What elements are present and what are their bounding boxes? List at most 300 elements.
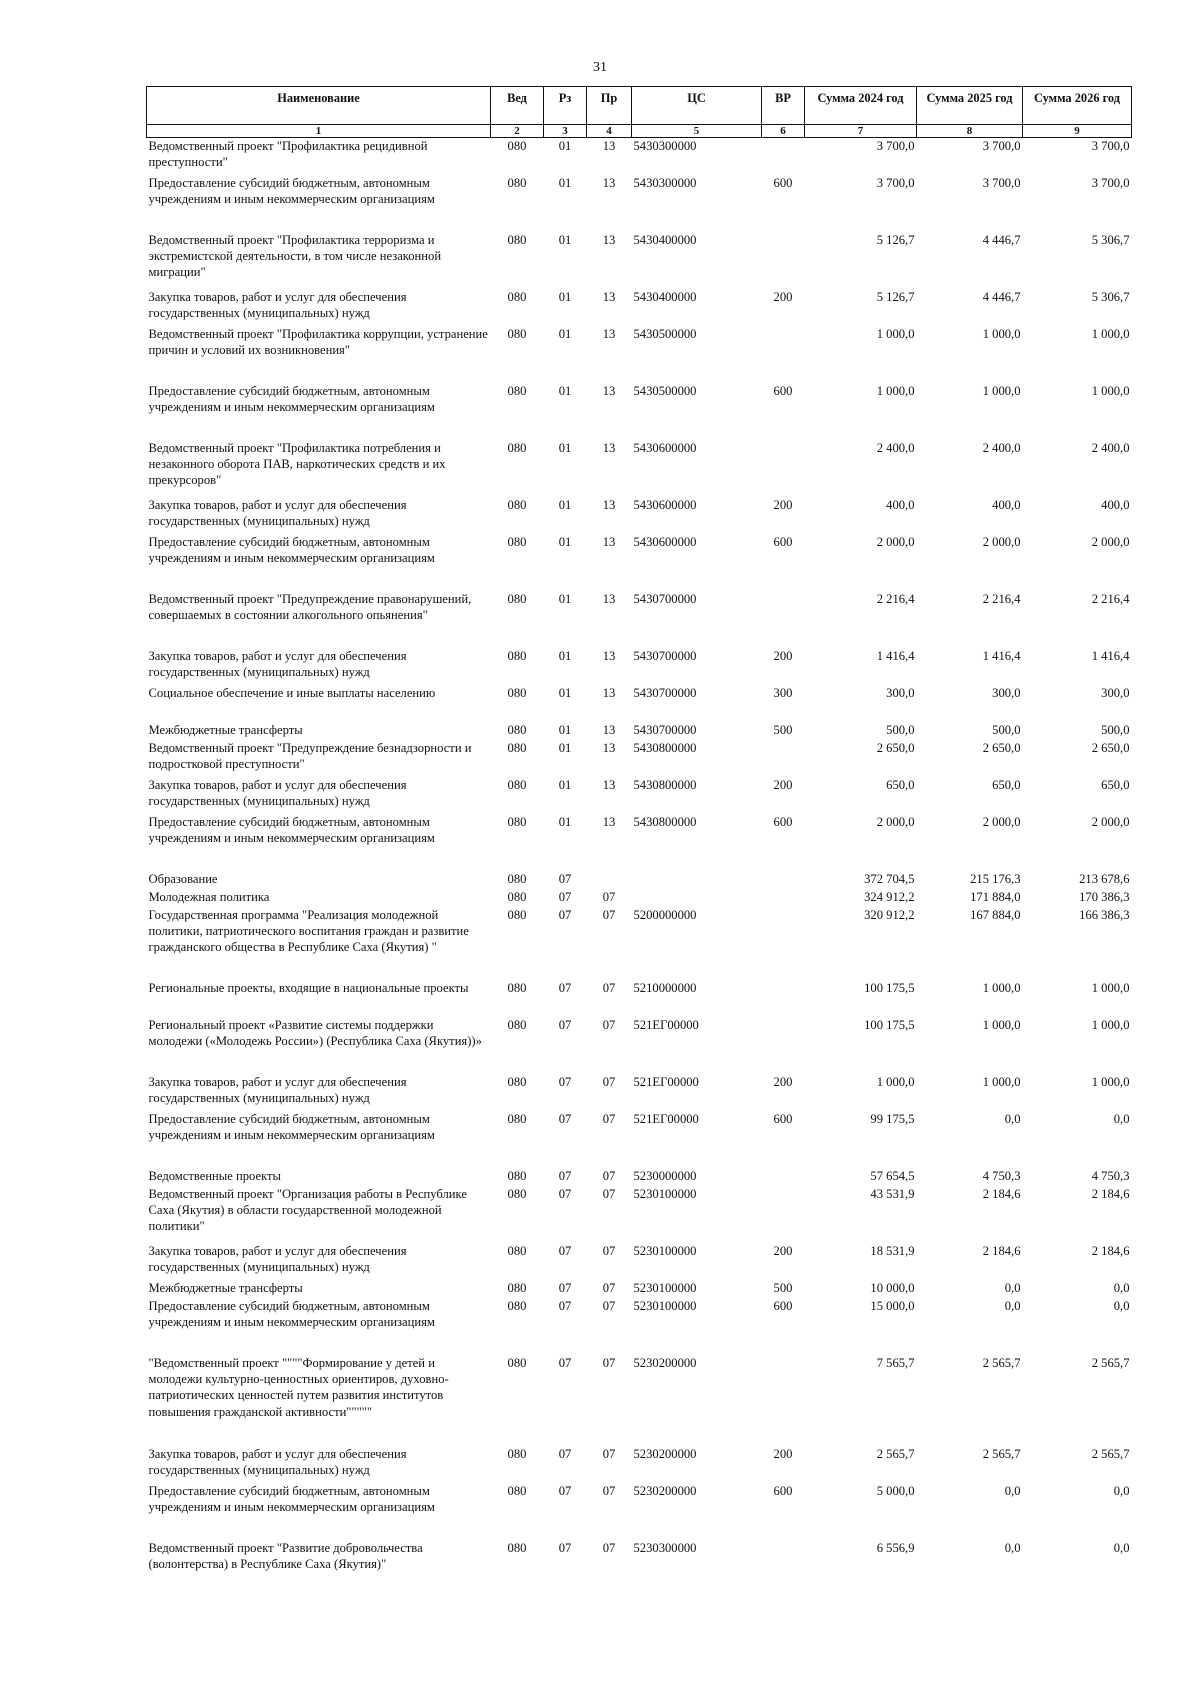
cell-sum-2025: 1 000,0 xyxy=(982,1017,1021,1032)
cell-sum-2026: 1 000,0 xyxy=(1091,1017,1130,1032)
cell-rz: 07 xyxy=(558,1483,572,1498)
cell-sum-2026: 3 700,0 xyxy=(1091,139,1130,153)
col-number: 4 xyxy=(587,125,632,138)
column-number-row xyxy=(147,125,1132,138)
row-name: Ведомственный проект "Профилактика терроризма и экстремистской деятельности, в том числе незаконной миграции" xyxy=(148,232,442,280)
cell-sum-2024: 2 565,7 xyxy=(876,1446,915,1461)
cell-sum-2026: 0,0 xyxy=(1113,1111,1130,1126)
cell-sum-2024: 6 556,9 xyxy=(876,1540,915,1555)
row-name: Закупка товаров, работ и услуг для обеспечения государственных (муниципальных) нужд xyxy=(148,777,407,808)
cell-rz: 01 xyxy=(558,814,572,829)
table-body xyxy=(147,138,1132,1580)
cell-cs: 5430500000 xyxy=(633,326,697,341)
cell-rz: 01 xyxy=(558,289,572,304)
cell-sum-2025: 215 176,3 xyxy=(970,871,1021,886)
cell-sum-2026: 166 386,3 xyxy=(1079,907,1130,922)
cell-pr: 13 xyxy=(602,139,616,153)
cell-sum-2024: 7 565,7 xyxy=(876,1355,915,1370)
row-name: Государственная программа "Реализация молодежной политики, патриотического воспитания граждан и развитие гражданского общества в Республике Саха (Якутия) " xyxy=(148,907,469,955)
cell-vr: 200 xyxy=(773,1074,793,1089)
cell-ved: 080 xyxy=(507,777,527,792)
cell-sum-2025: 0,0 xyxy=(1004,1483,1021,1498)
cell-cs: 5430800000 xyxy=(633,740,697,755)
cell-vr xyxy=(762,889,805,907)
row-name: Ведомственный проект "Профилактика рецидивной преступности" xyxy=(148,139,428,170)
cell-rz: 01 xyxy=(558,175,572,190)
cell-vr xyxy=(762,1017,805,1074)
table-row xyxy=(147,289,1132,326)
cell-cs: 5430600000 xyxy=(633,534,697,549)
cell-ved: 080 xyxy=(507,685,527,700)
cell-sum-2025: 3 700,0 xyxy=(982,175,1021,190)
cell-pr: 07 xyxy=(602,1483,616,1498)
cell-pr: 07 xyxy=(602,907,616,922)
cell-ved: 080 xyxy=(507,722,527,737)
row-name: Межбюджетные трансферты xyxy=(148,722,303,737)
cell-sum-2024: 43 531,9 xyxy=(870,1186,915,1201)
cell-sum-2024: 5 000,0 xyxy=(876,1483,915,1498)
cell-sum-2026: 4 750,3 xyxy=(1091,1168,1130,1183)
table-row xyxy=(147,175,1132,232)
cell-cs: 5430700000 xyxy=(633,685,697,700)
cell-rz: 07 xyxy=(558,1168,572,1183)
row-name: Региональные проекты, входящие в национальные проекты xyxy=(148,980,469,995)
table-row xyxy=(147,1168,1132,1186)
cell-vr xyxy=(762,591,805,648)
table-row xyxy=(147,326,1132,383)
cell-pr: 13 xyxy=(602,232,616,247)
cell-cs: 5230200000 xyxy=(633,1446,697,1461)
cell-sum-2026: 2 184,6 xyxy=(1091,1243,1130,1258)
table-row xyxy=(147,1298,1132,1355)
cell-rz: 01 xyxy=(558,139,572,153)
cell-rz: 01 xyxy=(558,722,572,737)
cell-ved: 080 xyxy=(507,889,527,904)
cell-cs: 5230200000 xyxy=(633,1355,697,1370)
row-name: Предоставление субсидий бюджетным, автономным учреждениям и иным некоммерческим организациям xyxy=(148,1298,435,1329)
cell-ved: 080 xyxy=(507,139,527,153)
row-name: Предоставление субсидий бюджетным, автономным учреждениям и иным некоммерческим организациям xyxy=(148,534,435,565)
row-name: Ведомственный проект "Профилактика коррупции, устранение причин и условий их возникновения" xyxy=(148,326,488,357)
cell-sum-2026: 0,0 xyxy=(1113,1298,1130,1313)
cell-rz: 07 xyxy=(558,871,572,886)
cell-sum-2026: 1 000,0 xyxy=(1091,326,1130,341)
table-row xyxy=(147,1446,1132,1483)
cell-sum-2025: 3 700,0 xyxy=(982,139,1021,153)
cell-vr: 600 xyxy=(773,1298,793,1313)
cell-ved: 080 xyxy=(507,1280,527,1295)
cell-cs: 5430800000 xyxy=(633,814,697,829)
cell-sum-2025: 2 565,7 xyxy=(982,1355,1021,1370)
cell-ved: 080 xyxy=(507,814,527,829)
cell-sum-2026: 0,0 xyxy=(1113,1483,1130,1498)
cell-ved: 080 xyxy=(507,740,527,755)
table-row xyxy=(147,740,1132,777)
cell-rz: 01 xyxy=(558,648,572,663)
cell-sum-2024: 650,0 xyxy=(886,777,915,792)
col-number: 5 xyxy=(632,125,762,138)
table-row xyxy=(147,777,1132,814)
page-number: 31 xyxy=(593,60,607,75)
cell-vr: 600 xyxy=(773,383,793,398)
cell-pr: 13 xyxy=(602,814,616,829)
table-row xyxy=(147,1483,1132,1540)
cell-sum-2026: 2 000,0 xyxy=(1091,814,1130,829)
row-name: Предоставление субсидий бюджетным, автономным учреждениям и иным некоммерческим организациям xyxy=(148,1111,435,1142)
cell-ved: 080 xyxy=(507,1017,527,1032)
cell-sum-2024: 100 175,5 xyxy=(864,1017,915,1032)
cell-ved: 080 xyxy=(507,326,527,341)
cell-sum-2025: 4 750,3 xyxy=(982,1168,1021,1183)
cell-ved: 080 xyxy=(507,1446,527,1461)
cell-rz: 07 xyxy=(558,1017,572,1032)
cell-vr xyxy=(762,440,805,497)
cell-ved: 080 xyxy=(507,591,527,606)
cell-sum-2026: 2 565,7 xyxy=(1091,1446,1130,1461)
cell-ved: 080 xyxy=(507,1074,527,1089)
cell-vr xyxy=(762,740,805,777)
cell-sum-2025: 171 884,0 xyxy=(970,889,1021,904)
cell-cs xyxy=(632,871,762,889)
cell-sum-2026: 2 650,0 xyxy=(1091,740,1130,755)
cell-rz: 07 xyxy=(558,1280,572,1295)
cell-sum-2025: 167 884,0 xyxy=(970,907,1021,922)
cell-pr: 13 xyxy=(602,591,616,606)
cell-ved: 080 xyxy=(507,1186,527,1201)
col-header-rz: Рз xyxy=(544,87,587,125)
cell-vr: 500 xyxy=(773,1280,793,1295)
cell-sum-2025: 650,0 xyxy=(992,777,1021,792)
row-name: Закупка товаров, работ и услуг для обеспечения государственных (муниципальных) нужд xyxy=(148,1243,407,1274)
cell-cs: 521ЕГ00000 xyxy=(633,1111,699,1126)
cell-sum-2024: 2 216,4 xyxy=(876,591,915,606)
cell-sum-2025: 1 000,0 xyxy=(982,980,1021,995)
cell-cs: 5430700000 xyxy=(633,648,697,663)
cell-vr: 600 xyxy=(773,1483,793,1498)
cell-sum-2026: 213 678,6 xyxy=(1079,871,1130,886)
row-name: Предоставление субсидий бюджетным, автономным учреждениям и иным некоммерческим организациям xyxy=(148,1483,435,1514)
cell-vr xyxy=(762,1355,805,1446)
cell-cs: 5230100000 xyxy=(633,1243,697,1258)
cell-rz: 01 xyxy=(558,497,572,512)
cell-sum-2024: 500,0 xyxy=(886,722,915,737)
cell-sum-2024: 3 700,0 xyxy=(876,175,915,190)
cell-sum-2025: 2 400,0 xyxy=(982,440,1021,455)
cell-rz: 07 xyxy=(558,1355,572,1370)
cell-cs: 5430600000 xyxy=(633,440,697,455)
cell-sum-2026: 2 216,4 xyxy=(1091,591,1130,606)
cell-sum-2026: 400,0 xyxy=(1101,497,1130,512)
col-header-sum-2026: Сумма 2026 год xyxy=(1023,87,1132,125)
table-row xyxy=(147,1243,1132,1280)
cell-sum-2024: 100 175,5 xyxy=(864,980,915,995)
cell-sum-2025: 2 000,0 xyxy=(982,814,1021,829)
table-row xyxy=(147,648,1132,685)
cell-sum-2026: 1 416,4 xyxy=(1091,648,1130,663)
cell-cs: 521ЕГ00000 xyxy=(633,1017,699,1032)
cell-vr: 200 xyxy=(773,777,793,792)
row-name: Закупка товаров, работ и услуг для обеспечения государственных (муниципальных) нужд xyxy=(148,1074,407,1105)
cell-sum-2024: 1 000,0 xyxy=(876,383,915,398)
cell-vr: 200 xyxy=(773,1243,793,1258)
col-number: 9 xyxy=(1023,125,1132,138)
cell-sum-2024: 2 000,0 xyxy=(876,534,915,549)
row-name: Ведомственные проекты xyxy=(148,1168,281,1183)
table-row xyxy=(147,440,1132,497)
cell-sum-2025: 1 000,0 xyxy=(982,383,1021,398)
cell-vr: 600 xyxy=(773,175,793,190)
cell-pr: 13 xyxy=(602,383,616,398)
cell-vr: 500 xyxy=(773,722,793,737)
cell-sum-2025: 0,0 xyxy=(1004,1111,1021,1126)
cell-cs: 5230200000 xyxy=(633,1483,697,1498)
table-row xyxy=(147,871,1132,889)
cell-sum-2024: 372 704,5 xyxy=(864,871,915,886)
cell-sum-2025: 0,0 xyxy=(1004,1298,1021,1313)
cell-pr: 13 xyxy=(602,497,616,512)
row-name: Предоставление субсидий бюджетным, автономным учреждениям и иным некоммерческим организациям xyxy=(148,383,435,414)
cell-pr: 07 xyxy=(602,1074,616,1089)
cell-pr: 13 xyxy=(602,777,616,792)
col-header-ved: Вед xyxy=(491,87,544,125)
cell-cs: 5430400000 xyxy=(633,289,697,304)
cell-vr: 600 xyxy=(773,814,793,829)
cell-sum-2026: 170 386,3 xyxy=(1079,889,1130,904)
cell-rz: 07 xyxy=(558,1243,572,1258)
table-row xyxy=(147,497,1132,534)
cell-rz: 01 xyxy=(558,740,572,755)
cell-pr: 07 xyxy=(602,1540,616,1555)
cell-sum-2026: 650,0 xyxy=(1101,777,1130,792)
cell-cs: 5430300000 xyxy=(633,175,697,190)
cell-ved: 080 xyxy=(507,1355,527,1370)
cell-sum-2024: 5 126,7 xyxy=(876,232,915,247)
table-row xyxy=(147,534,1132,591)
cell-sum-2026: 2 184,6 xyxy=(1091,1186,1130,1201)
cell-sum-2024: 10 000,0 xyxy=(870,1280,915,1295)
cell-ved: 080 xyxy=(507,232,527,247)
cell-ved: 080 xyxy=(507,497,527,512)
cell-sum-2025: 1 000,0 xyxy=(982,326,1021,341)
cell-vr xyxy=(762,1540,805,1580)
cell-vr xyxy=(762,980,805,1017)
cell-sum-2026: 1 000,0 xyxy=(1091,980,1130,995)
cell-rz: 07 xyxy=(558,1111,572,1126)
cell-sum-2026: 0,0 xyxy=(1113,1540,1130,1555)
cell-rz: 01 xyxy=(558,591,572,606)
table-row xyxy=(147,1186,1132,1243)
row-name: Межбюджетные трансферты xyxy=(148,1280,303,1295)
cell-ved: 080 xyxy=(507,907,527,922)
row-name: Ведомственный проект "Предупреждение правонарушений, совершаемых в состоянии алкогольного опьянения" xyxy=(148,591,472,622)
cell-pr: 13 xyxy=(602,740,616,755)
cell-sum-2026: 3 700,0 xyxy=(1091,175,1130,190)
cell-vr xyxy=(762,1168,805,1186)
cell-sum-2024: 57 654,5 xyxy=(870,1168,915,1183)
cell-sum-2024: 18 531,9 xyxy=(870,1243,915,1258)
cell-rz: 01 xyxy=(558,326,572,341)
cell-sum-2025: 2 184,6 xyxy=(982,1243,1021,1258)
cell-sum-2025: 2 000,0 xyxy=(982,534,1021,549)
col-header-vr: ВР xyxy=(762,87,805,125)
cell-sum-2024: 1 000,0 xyxy=(876,1074,915,1089)
cell-cs xyxy=(632,889,762,907)
cell-cs: 5430700000 xyxy=(633,591,697,606)
cell-rz: 01 xyxy=(558,440,572,455)
table-row xyxy=(147,980,1132,1017)
row-name: Образование xyxy=(148,871,218,886)
cell-pr: 07 xyxy=(602,889,616,904)
cell-rz: 01 xyxy=(558,232,572,247)
cell-vr: 600 xyxy=(773,1111,793,1126)
cell-ved: 080 xyxy=(507,383,527,398)
cell-ved: 080 xyxy=(507,289,527,304)
cell-sum-2026: 1 000,0 xyxy=(1091,383,1130,398)
cell-vr: 200 xyxy=(773,289,793,304)
cell-pr: 07 xyxy=(602,1243,616,1258)
cell-sum-2025: 4 446,7 xyxy=(982,232,1021,247)
cell-ved: 080 xyxy=(507,1298,527,1313)
cell-cs: 5430300000 xyxy=(633,139,697,153)
cell-vr xyxy=(762,871,805,889)
cell-rz: 07 xyxy=(558,889,572,904)
cell-cs: 5210000000 xyxy=(633,980,697,995)
table-row xyxy=(147,1111,1132,1168)
cell-cs: 5430800000 xyxy=(633,777,697,792)
cell-cs: 5230000000 xyxy=(633,1168,697,1183)
cell-pr: 07 xyxy=(602,980,616,995)
cell-sum-2024: 15 000,0 xyxy=(870,1298,915,1313)
cell-pr: 13 xyxy=(602,685,616,700)
row-name: Ведомственный проект "Предупреждение безнадзорности и подростковой преступности" xyxy=(148,740,472,771)
cell-cs: 521ЕГ00000 xyxy=(633,1074,699,1089)
cell-rz: 01 xyxy=(558,777,572,792)
cell-sum-2025: 300,0 xyxy=(992,685,1021,700)
cell-pr: 07 xyxy=(602,1111,616,1126)
cell-ved: 080 xyxy=(507,1243,527,1258)
cell-sum-2026: 1 000,0 xyxy=(1091,1074,1130,1089)
col-header-pr: Пр xyxy=(587,87,632,125)
cell-pr: 13 xyxy=(602,326,616,341)
cell-sum-2025: 1 000,0 xyxy=(982,1074,1021,1089)
cell-ved: 080 xyxy=(507,871,527,886)
row-name: Ведомственный проект "Организация работы в Республике Саха (Якутия) в области государственной молодежной политики" xyxy=(148,1186,467,1234)
cell-ved: 080 xyxy=(507,1483,527,1498)
cell-rz: 01 xyxy=(558,685,572,700)
row-name: Предоставление субсидий бюджетным, автономным учреждениям и иным некоммерческим организациям xyxy=(148,814,435,845)
cell-sum-2025: 2 216,4 xyxy=(982,591,1021,606)
cell-rz: 07 xyxy=(558,980,572,995)
cell-pr xyxy=(587,871,632,889)
cell-pr: 13 xyxy=(602,722,616,737)
cell-ved: 080 xyxy=(507,534,527,549)
cell-pr: 07 xyxy=(602,1446,616,1461)
cell-sum-2026: 2 565,7 xyxy=(1091,1355,1130,1370)
col-number: 2 xyxy=(491,125,544,138)
table-row xyxy=(147,1017,1132,1074)
cell-sum-2025: 0,0 xyxy=(1004,1280,1021,1295)
cell-sum-2025: 2 565,7 xyxy=(982,1446,1021,1461)
row-name: Предоставление субсидий бюджетным, автономным учреждениям и иным некоммерческим организациям xyxy=(148,175,435,206)
cell-cs: 5430500000 xyxy=(633,383,697,398)
cell-cs: 5430700000 xyxy=(633,722,697,737)
cell-cs: 5200000000 xyxy=(633,907,697,922)
cell-vr: 600 xyxy=(773,534,793,549)
cell-sum-2026: 500,0 xyxy=(1101,722,1130,737)
cell-sum-2026: 2 400,0 xyxy=(1091,440,1130,455)
cell-sum-2025: 500,0 xyxy=(992,722,1021,737)
cell-rz: 07 xyxy=(558,1298,572,1313)
cell-sum-2026: 2 000,0 xyxy=(1091,534,1130,549)
cell-sum-2025: 1 416,4 xyxy=(982,648,1021,663)
cell-ved: 080 xyxy=(507,980,527,995)
table-row xyxy=(147,685,1132,722)
cell-ved: 080 xyxy=(507,648,527,663)
cell-sum-2024: 2 000,0 xyxy=(876,814,915,829)
cell-pr: 13 xyxy=(602,175,616,190)
cell-sum-2024: 324 912,2 xyxy=(864,889,915,904)
cell-pr: 13 xyxy=(602,289,616,304)
cell-cs: 5230300000 xyxy=(633,1540,697,1555)
table-row xyxy=(147,814,1132,871)
cell-sum-2025: 2 184,6 xyxy=(982,1186,1021,1201)
table-row xyxy=(147,889,1132,907)
col-number: 3 xyxy=(544,125,587,138)
cell-vr xyxy=(762,138,805,175)
cell-sum-2026: 300,0 xyxy=(1101,685,1130,700)
cell-sum-2024: 2 400,0 xyxy=(876,440,915,455)
cell-sum-2025: 0,0 xyxy=(1004,1540,1021,1555)
cell-sum-2024: 5 126,7 xyxy=(876,289,915,304)
col-header-sum-2025: Сумма 2025 год xyxy=(917,87,1023,125)
cell-cs: 5230100000 xyxy=(633,1280,697,1295)
cell-vr xyxy=(762,1186,805,1243)
cell-ved: 080 xyxy=(507,175,527,190)
row-name: Закупка товаров, работ и услуг для обеспечения государственных (муниципальных) нужд xyxy=(148,648,407,679)
table-row xyxy=(147,1280,1132,1298)
cell-sum-2024: 320 912,2 xyxy=(864,907,915,922)
row-name: Региональный проект «Развитие системы поддержки молодежи («Молодежь России») (Республика Саха (Якутия))» xyxy=(148,1017,482,1048)
cell-sum-2024: 300,0 xyxy=(886,685,915,700)
cell-sum-2024: 2 650,0 xyxy=(876,740,915,755)
row-name: "Ведомственный проект """"Формирование у детей и молодежи культурно-ценностных ориентиров, духовно-патриотических ценностей путем развития институтов повышения гражданской активности""""" xyxy=(148,1355,449,1419)
cell-vr xyxy=(762,326,805,383)
row-name: Ведомственный проект "Развитие добровольчества (волонтерства) в Республике Саха (Якутия)" xyxy=(148,1540,423,1571)
cell-pr: 13 xyxy=(602,440,616,455)
cell-rz: 07 xyxy=(558,1074,572,1089)
cell-cs: 5430400000 xyxy=(633,232,697,247)
cell-vr: 200 xyxy=(773,648,793,663)
cell-rz: 01 xyxy=(558,534,572,549)
cell-sum-2025: 2 650,0 xyxy=(982,740,1021,755)
cell-rz: 07 xyxy=(558,1446,572,1461)
col-number: 7 xyxy=(805,125,917,138)
cell-pr: 07 xyxy=(602,1168,616,1183)
cell-sum-2024: 1 000,0 xyxy=(876,326,915,341)
table-row xyxy=(147,1074,1132,1111)
cell-cs: 5430600000 xyxy=(633,497,697,512)
col-header-cs: ЦС xyxy=(632,87,762,125)
row-name: Социальное обеспечение и иные выплаты населению xyxy=(148,685,436,700)
cell-ved: 080 xyxy=(507,1540,527,1555)
cell-vr: 200 xyxy=(773,497,793,512)
table-row xyxy=(147,232,1132,289)
cell-rz: 07 xyxy=(558,907,572,922)
row-name: Закупка товаров, работ и услуг для обеспечения государственных (муниципальных) нужд xyxy=(148,289,407,320)
cell-vr xyxy=(762,232,805,289)
cell-ved: 080 xyxy=(507,1168,527,1183)
cell-sum-2025: 4 446,7 xyxy=(982,289,1021,304)
